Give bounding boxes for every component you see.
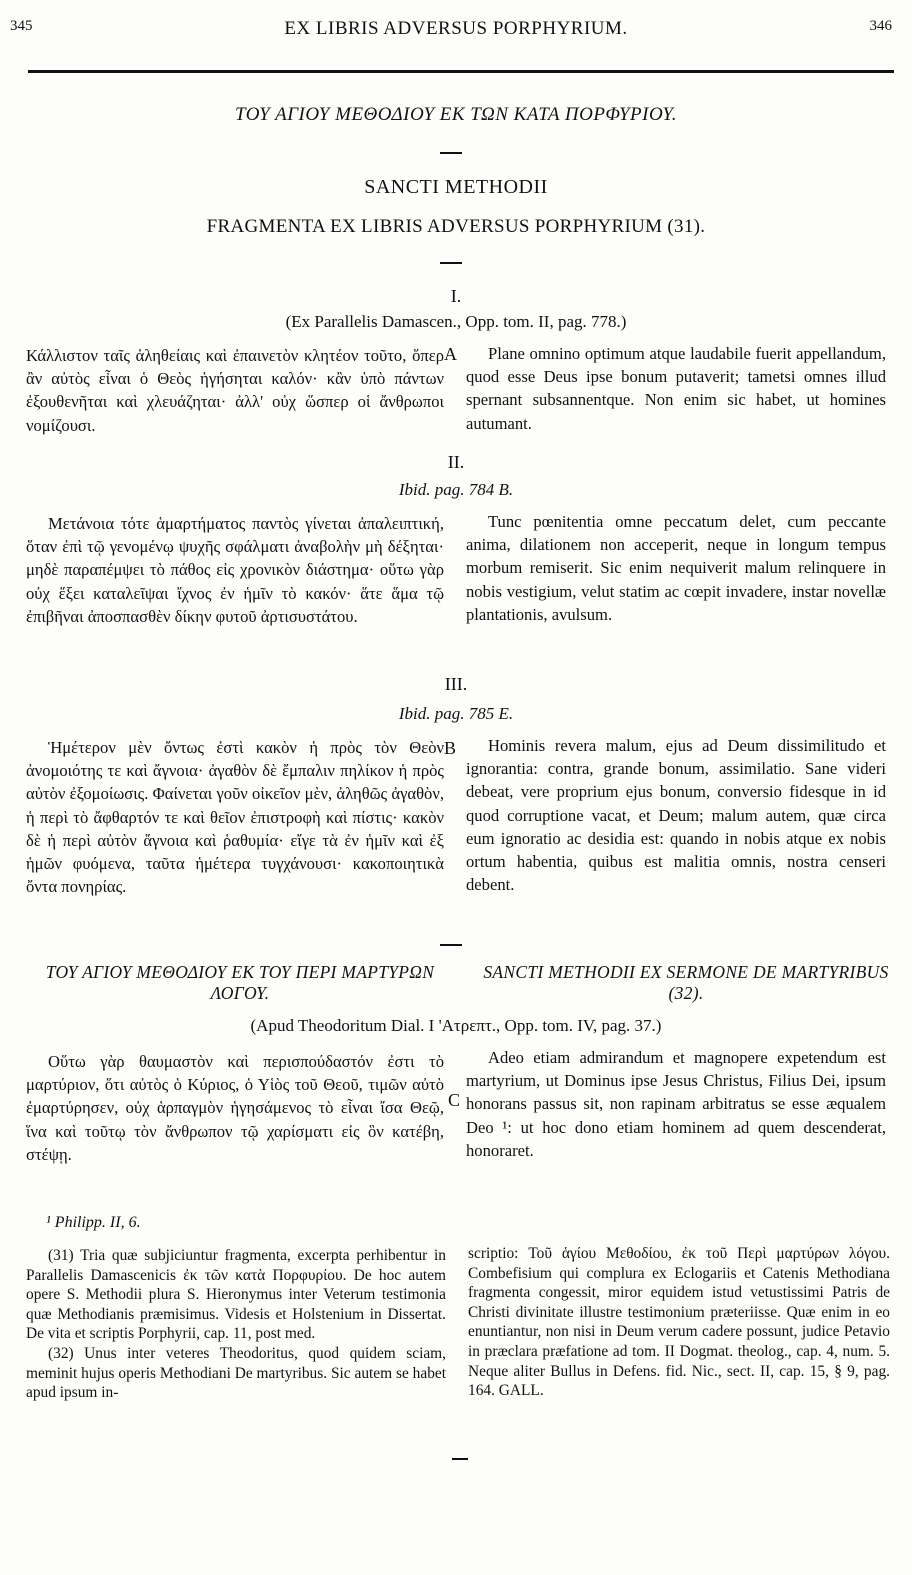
editorial-notes-right: [468, 1244, 890, 1401]
section-source: Ibid. pag. 785 E.: [398, 704, 514, 723]
greek-text: Ἡμέτερον μὲν ὄντως ἐστὶ κακὸν ἡ πρὸς τὸν Θεὸν ἀνομοιότης τε καὶ ἄγνοια· ἀγαθὸν δὲ ἔμπαλιν πηλίκον ἡ πρὸς αὐτὸν ἐξομοίωσις. Φαίνεται γοῦν οἰκεῖον μὲν, ἀληθῶς ἀγαθὸν, ἡ περὶ τὸ ἄφθαρτόν τε καὶ θεῖον ἐπιστροφὴ καὶ πίστις· κακὸν δὲ ἡ περὶ αὐτὸν ἄγνοια καὶ ῥαθυμία· εἴγε τὰ ἐν ἡμῖν καὶ ἐξ ἡμῶν φυόμενα, ταῦτα ἡμέτερα τυγχάνουσι· κακοποιητικὰ ὄντα πονηρίας.: [26, 738, 444, 897]
latin-subtitle: FRAGMENTA EX LIBRIS ADVERSUS PORPHYRIUM (31).: [206, 216, 706, 237]
divider: [440, 152, 462, 154]
editorial-notes-left: [26, 1246, 446, 1403]
note-31: (31) Tria quæ subjiciuntur fragmenta, excerpta perhibentur in Parallelis Damascenicis ἐκ τῶν κατὰ Πορφυρίου. De hoc autem opere S. Methodii plura S. Hieronymus inter Veterum testimonia quæ Methodianis præmisimus. Videsis et Holstenium in Dissertat. De vita et scriptis Porphyrii, cap. 11, post med.: [26, 1247, 446, 1343]
header-rule: [28, 70, 894, 73]
section-source: (Ex Parallelis Damascen., Opp. tom. II, pag. 778.): [285, 312, 627, 331]
greek-text: Μετάνοια τότε ἁμαρτήματος παντὸς γίνεται ἀπαλειπτική, ὅταν ἐπὶ τῷ γενομένῳ ψυχῆς σφάλματι ἀναβολὴν μὴ δέξηται· μηδὲ παραπέμψει τὸ πάθος εἰς χρονικὸν διάστημα· οὕτω γὰρ οὐχ ἕξει καταλεῖψαι ἴχνος ἐν ἡμῖν τὸ κακόν· ἅτε ἅμα τῷ ἐπιβῆναι ἀποσπασθὲν δίκην φυτοῦ ἀρτισυστάτου.: [26, 514, 444, 626]
divider: [440, 262, 462, 264]
sermon-source: (Apud Theodoritum Dial. I 'Ατρεπτ., Opp. tom. IV, pag. 37.): [250, 1016, 662, 1035]
page-number-left: 345: [10, 18, 33, 34]
divider: [452, 1458, 468, 1460]
margin-marker: B: [444, 738, 457, 758]
running-head: [0, 18, 912, 42]
section-numeral: I.: [450, 286, 462, 306]
greek-text: Κάλλιστον ταῖς ἀληθείαις καὶ ἐπαινετὸν κλητέον τοῦτο, ὅπερ ἂν αὐτὸς εἶναι ὁ Θεὸς ἡγήσηται καλόν· κἂν ὑπὸ πάντων ἐξουθενῆται καὶ χλευάζηται· ἀλλ' οὐχ ὥσπερ οἱ ἄνθρωποι νομίζουσι.: [26, 346, 444, 435]
sermon-greek-title: ΤΟΥ ΑΓΙΟΥ ΜΕΘΟΔΙΟΥ ΕΚ ΤΟΥ ΠΕΡΙ ΜΑΡΤΥΡΩΝ ΛΟΓΟΥ.: [45, 962, 435, 1003]
section-numeral: III.: [444, 674, 468, 694]
running-title: EX LIBRIS ADVERSUS PORPHYRIUM.: [284, 18, 628, 39]
latin-text: Tunc pœnitentia omne peccatum delet, cum peccante anima, dilationem non acceperit, neque in longum tempus morbum remiserit. Sic enim nequiverit malum relinquere in nobis vestigium, velut statim ac cœpit invadere, instar novellæ plantationis, avulsum.: [466, 512, 886, 624]
section-source: Ibid. pag. 784 B.: [398, 480, 514, 499]
note-32-continued: scriptio: Τοῦ ἁγίου Μεθοδίου, ἐκ τοῦ Περὶ μαρτύρων λόγου. Combefisium qui complura ex Eclogariis et Catenis Methodiana fragmenta congessit, miror equidem istud vetustissimi Patris de Christi divinitate illustre testimonium præteriisse. Quæ enim in eo enuntiantur, non nisi in Deum verum cadere possunt, judice Petavio in præclara præfatione ad tom. II Dogmat. theolog., cap. 4, num. 5. Neque aliter Bullus in Defens. fid. Nic., sect. II, cap. 15, § 9, pag. 164. GALL.: [468, 1245, 890, 1400]
note-32: (32) Unus inter veteres Theodoritus, quod quidem sciam, meminit hujus operis Methodiani De martyribus. Sic autem se habet apud ipsum in-: [26, 1344, 446, 1402]
latin-text: Plane omnino optimum atque laudabile fuerit appellandum, quod esse Deus ipse bonum putaverit; tametsi omnes illud spernant subsannentque. Non enim sic habet, ut homines autumant.: [466, 344, 886, 433]
section-numeral: II.: [447, 452, 465, 472]
scripture-footnote: ¹ Philipp. II, 6.: [46, 1214, 141, 1231]
divider: [440, 944, 462, 946]
latin-title: SANCTI METHODII: [364, 176, 548, 198]
greek-title: ΤΟΥ ΑΓΙΟΥ ΜΕΘΟΔΙΟΥ ΕΚ ΤΩΝ ΚΑΤΑ ΠΟΡΦΥΡΙΟΥ.: [234, 104, 678, 125]
sermon-greek-text: Οὕτω γὰρ θαυμαστὸν καὶ περισπούδαστόν ἐστι τὸ μαρτύριον, ὅτι αὐτὸς ὁ Κύριος, ὁ Υἱὸς τοῦ Θεοῦ, τιμῶν αὐτὸ ἐμαρτύρησεν, οὐχ ἁρπαγμὸν ἡγησάμενος τὸ εἶναι ἴσα Θεῷ, ἵνα καὶ τοῦτῳ τὸν ἄνθρωπον τῷ χαρίσματι εἰς ὃν κατέβη, στέψῃ.: [26, 1052, 444, 1164]
sermon-latin-text: Adeo etiam admirandum et magnopere expetendum est martyrium, ut Dominus ipse Jesus Christus, Filius Dei, ipsum honorans passus sit, non rapinam arbitratus se esse æqualem Deo ¹: ut hoc dono etiam hominem ad quem descenderat, honoraret.: [466, 1048, 886, 1160]
margin-marker: C: [448, 1090, 461, 1110]
page-number-right: 346: [869, 18, 892, 34]
margin-marker: A: [444, 344, 457, 364]
latin-text: Hominis revera malum, ejus ad Deum dissimilitudo et ignorantia: contra, grande bonum, assimilatio. Sane videri debeat, vere proprium ejus bonum, conversio fidesque in id quod corruptione vacat, et Deum; malum autem, quæ circa eum ignoratio ac desidia est: quando in nobis atque ex nobis ortum habentia, quibus est malitia omnis, nostra censeri debent.: [466, 736, 886, 895]
sermon-latin-title: SANCTI METHODII EX SERMONE DE MARTYRIBUS (32).: [483, 962, 889, 1003]
